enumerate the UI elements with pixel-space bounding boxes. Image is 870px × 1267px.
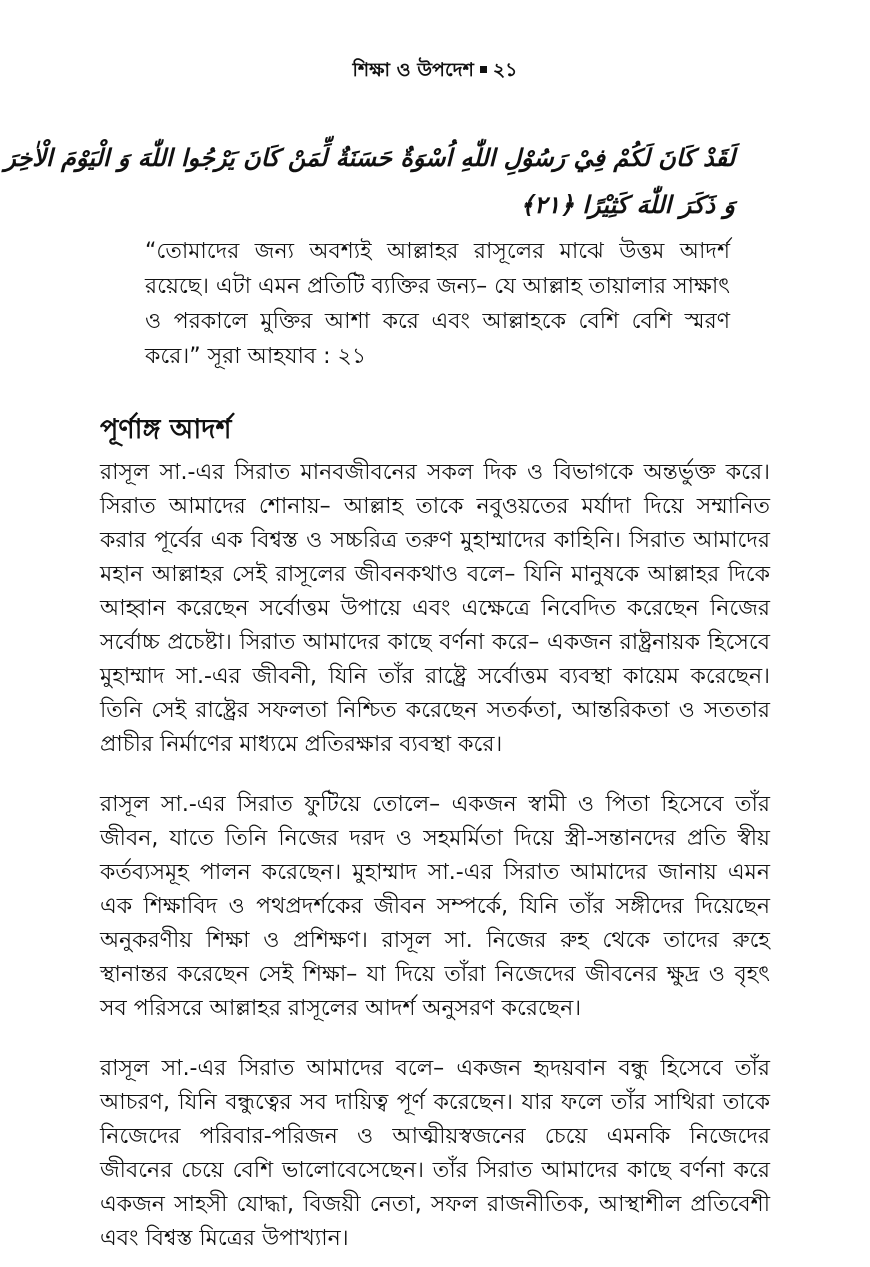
quran-verse-line-2: وَ ذَكَرَ اللّٰهَ كَثِيْرًا ﴿٢١﴾ (520, 191, 735, 219)
page-number: ২১ (492, 59, 518, 81)
body-paragraph: রাসূল সা.-এর সিরাত মানবজীবনের সকল দিক ও বিভাগকে অন্তর্ভুক্ত করে। সিরাত আমাদের শোনায়– আল্লাহ তাকে নবুওয়তের মর্যাদা দিয়ে সম্মানিত করার পূর্বের এক বিশ্বস্ত ও সচ্চরিত্র তরুণ মুহাম্মাদের কাহিনি। সিরাত আমাদের মহান আল্লাহর সেই রাসূলের জীবনকথাও বলে– যিনি মানুষকে আল্লাহর দিকে আহ্বান করেছেন সর্বোত্তম উপায়ে এবং এক্ষেত্রে নিবেদিত করেছেন নিজের সর্বোচ্চ প্রচেষ্টা। সিরাত আমাদের কাছে বর্ণনা করে– একজন রাষ্ট্রনায়ক হিসেবে মুহাম্মাদ সা.-এর জীবনী, যিনি তাঁর রাষ্ট্রে সর্বোত্তম ব্যবস্থা কায়েম করেছেন। তিনি সেই রাষ্ট্রের সফলতা নিশ্চিত করেছেন সতর্কতা, আন্তরিকতা ও সততার প্রাচীর নির্মাণের মাধ্যমে প্রতিরক্ষার ব্যবস্থা করে। (100, 460, 770, 757)
verse-translation: “তোমাদের জন্য অবশ্যই আল্লাহর রাসূলের মাঝে উত্তম আদর্শ রয়েছে। এটা এমন প্রতিটি ব্যক্তির জন্য– যে আল্লাহ তায়ালার সাক্ষাৎ ও পরকালে মুক্তির আশা করে এবং আল্লাহকে বেশি বেশি স্মরণ করে।” সূরা আহযাব : ২১ (145, 239, 730, 369)
body-paragraph: রাসূল সা.-এর সিরাত ফুটিয়ে তোলে– একজন স্বামী ও পিতা হিসেবে তাঁর জীবন, যাতে তিনি নিজের দরদ ও সহমর্মিতা দিয়ে স্ত্রী-সন্তানদের প্রতি স্বীয় কর্তব্যসমূহ পালন করেছেন। মুহাম্মাদ সা.-এর সিরাত আমাদের জানায় এমন এক শিক্ষাবিদ ও পথপ্রদর্শকের জীবন সম্পর্কে, যিনি তাঁর সঙ্গীদের দিয়েছেন অনুকরণীয় শিক্ষা ও প্রশিক্ষণ। রাসূল সা. নিজের রুহ থেকে তাদের রুহে স্থানান্তর করেছেন সেই শিক্ষা– যা দিয়ে তাঁরা নিজেদের জীবনের ক্ষুদ্র ও বৃহৎ সব পরিসরে আল্লাহর রাসূলের আদর্শ অনুসরণ করেছেন। (100, 792, 770, 1021)
section-heading: পূর্ণাঙ্গ আদর্শ (100, 414, 232, 445)
running-header (0, 56, 870, 84)
quran-verse-line-1: لَقَدْ كَانَ لَكُمْ فِيْ رَسُوْلِ اللّٰهِ اُسْوَةٌ حَسَنَةٌ لِّمَنْ كَانَ يَرْجُوا اللّٰهَ وَ الْيَوْمَ الْاٰخِرَ (4, 144, 735, 172)
body-paragraph: রাসূল সা.-এর সিরাত আমাদের বলে– একজন হৃদয়বান বন্ধু হিসেবে তাঁর আচরণ, যিনি বন্ধুত্বের সব দায়িত্ব পূর্ণ করেছেন। যার ফলে তাঁর সাথিরা তাকে নিজেদের পরিবার-পরিজন ও আত্মীয়স্বজনের চেয়ে এমনকি নিজেদের জীবনের চেয়ে বেশি ভালোবেসেছেন। তাঁর সিরাত আমাদের কাছে বর্ণনা করে একজন সাহসী যোদ্ধা, বিজয়ী নেতা, সফল রাজনীতিক, আস্থাশীল প্রতিবেশী এবং বিশ্বস্ত মিত্রের উপাখ্যান। (100, 1056, 770, 1251)
running-title: শিক্ষা ও উপদেশ (352, 59, 474, 81)
separator-square-icon (480, 66, 487, 73)
